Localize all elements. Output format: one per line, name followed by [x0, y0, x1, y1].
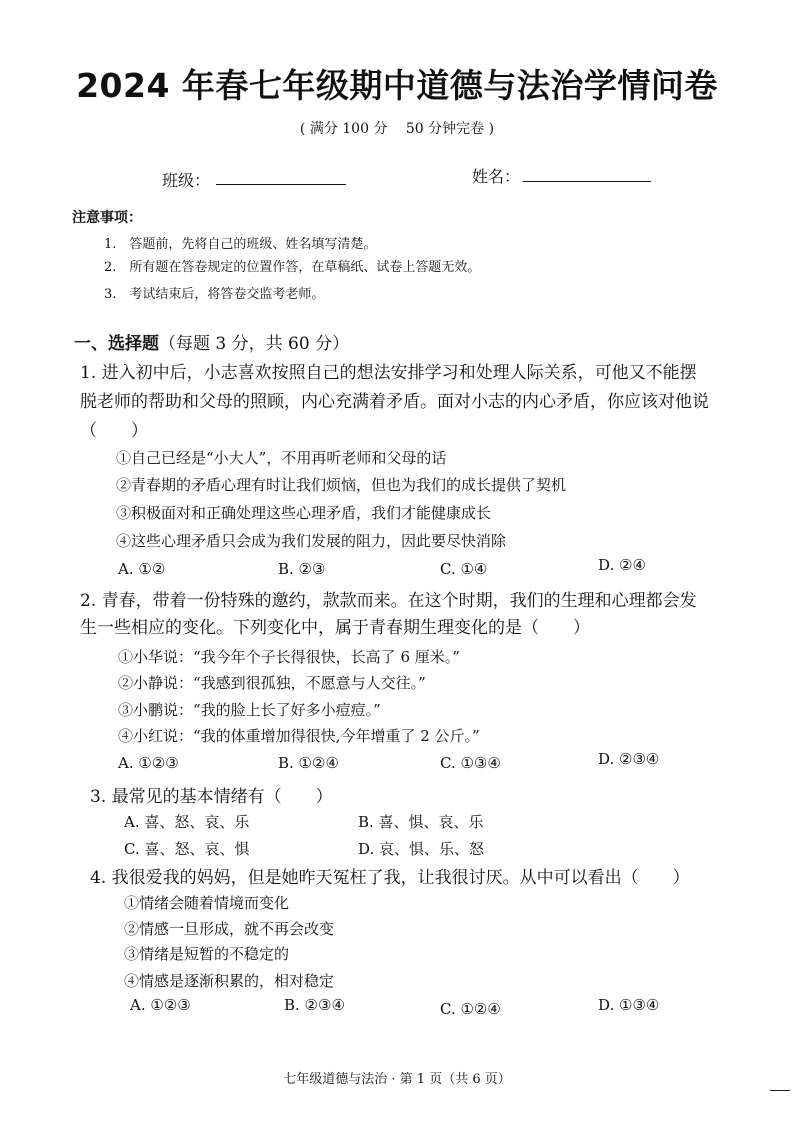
question-3-stem: 3. 最常见的基本情绪有（ ） — [90, 787, 333, 807]
question-1-option: ④这些心理矛盾只会成为我们发展的阻力，因此要尽快消除 — [116, 532, 507, 550]
exam-title: 2024 年春七年级期中道德与法治学情问卷 — [76, 66, 718, 105]
question-3-choice-b: B. 喜、惧、哀、乐 — [358, 813, 484, 831]
question-1-answer-blank: （ ） — [80, 421, 148, 441]
question-4-option: ④情感是逐渐积累的，相对稳定 — [124, 972, 335, 990]
question-3-choice-c: C. 喜、怒、哀、惧 — [124, 840, 250, 858]
section-note: （每题 3 分，共 60 分） — [159, 334, 350, 354]
exam-subtitle: ( 满分 100 分 50 分钟完卷 ) — [299, 121, 495, 137]
question-4-choice-b: B. ②③④ — [284, 996, 345, 1014]
notice-item: 3. 考试结束后，将答卷交监考老师。 — [104, 287, 325, 302]
question-2-choice-a: A. ①②③ — [118, 754, 179, 772]
question-1-option: ①自己已经是“小大人”，不用再听老师和父母的话 — [116, 449, 447, 467]
notice-heading: 注意事项： — [72, 210, 142, 226]
question-3-choice-d: D. 哀、惧、乐、怒 — [358, 840, 485, 858]
question-4-option: ①情绪会随着情境而变化 — [124, 894, 290, 912]
section-heading — [74, 329, 349, 354]
class-field[interactable] — [216, 184, 346, 185]
class-label: 班级： — [162, 171, 211, 190]
question-1-stem: 脱老师的帮助和父母的照顾，内心充满着矛盾。面对小志的内心矛盾，你应该对他说 — [80, 392, 709, 412]
question-1-choice-c: C. ①④ — [440, 560, 488, 578]
question-1-choice-a: A. ①② — [118, 560, 166, 578]
question-4-choice-c: C. ①②④ — [440, 1000, 501, 1018]
question-4-choice-d: D. ①③④ — [598, 996, 660, 1014]
question-1-option: ③积极面对和正确处理这些心理矛盾，我们才能健康成长 — [116, 504, 492, 522]
question-4-choice-a: A. ①②③ — [130, 996, 191, 1014]
question-2-option: ④小红说：“我的体重增加得很快,今年增重了 2 公斤。” — [118, 727, 480, 745]
question-4-option: ②情感一旦形成，就不再会改变 — [124, 920, 335, 938]
question-2-choice-c: C. ①③④ — [440, 754, 501, 772]
name-field[interactable] — [523, 181, 651, 182]
question-2-choice-b: B. ①②④ — [278, 754, 339, 772]
notice-item: 2. 所有题在答卷规定的位置作答，在草稿纸、试卷上答题无效。 — [104, 260, 481, 275]
name-label: 姓名： — [472, 167, 521, 186]
question-2-option: ②小静说：“我感到很孤独，不愿意与人交往。” — [118, 674, 426, 692]
question-4-option: ③情绪是短暂的不稳定的 — [124, 945, 290, 963]
question-3-choice-a: A. 喜、怒、哀、乐 — [124, 813, 250, 831]
question-2-option: ③小鹏说：“我的脸上长了好多小痘痘。” — [118, 701, 381, 719]
scan-mark — [770, 1090, 790, 1091]
question-2-stem: 2. 青春，带着一份特殊的邀约，款款而来。在这个时期，我们的生理和心理都会发 — [80, 591, 697, 611]
question-1-choice-d: D. ②④ — [598, 556, 646, 574]
question-1-stem: 1. 进入初中后，小志喜欢按照自己的想法安排学习和处理人际关系，可他又不能摆 — [80, 363, 697, 383]
question-2-option: ①小华说：“我今年个子长得很快，长高了 6 厘米。” — [118, 648, 460, 666]
notice-item: 1. 答题前，先将自己的班级、姓名填写清楚。 — [104, 237, 377, 252]
page-footer: 七年级道德与法治 · 第 1 页（共 6 页） — [283, 1072, 511, 1087]
question-4-stem: 4. 我很爱我的妈妈，但是她昨天冤枉了我，让我很讨厌。从中可以看出（ ） — [90, 868, 690, 888]
question-2-choice-d: D. ②③④ — [598, 750, 660, 768]
question-2-stem: 生一些相应的变化。下列变化中，属于青春期生理变化的是（ ） — [80, 618, 590, 638]
section-title: 一、选择题 — [74, 334, 159, 354]
question-1-option: ②青春期的矛盾心理有时让我们烦恼，但也为我们的成长提供了契机 — [116, 476, 567, 494]
question-1-choice-b: B. ②③ — [278, 560, 326, 578]
